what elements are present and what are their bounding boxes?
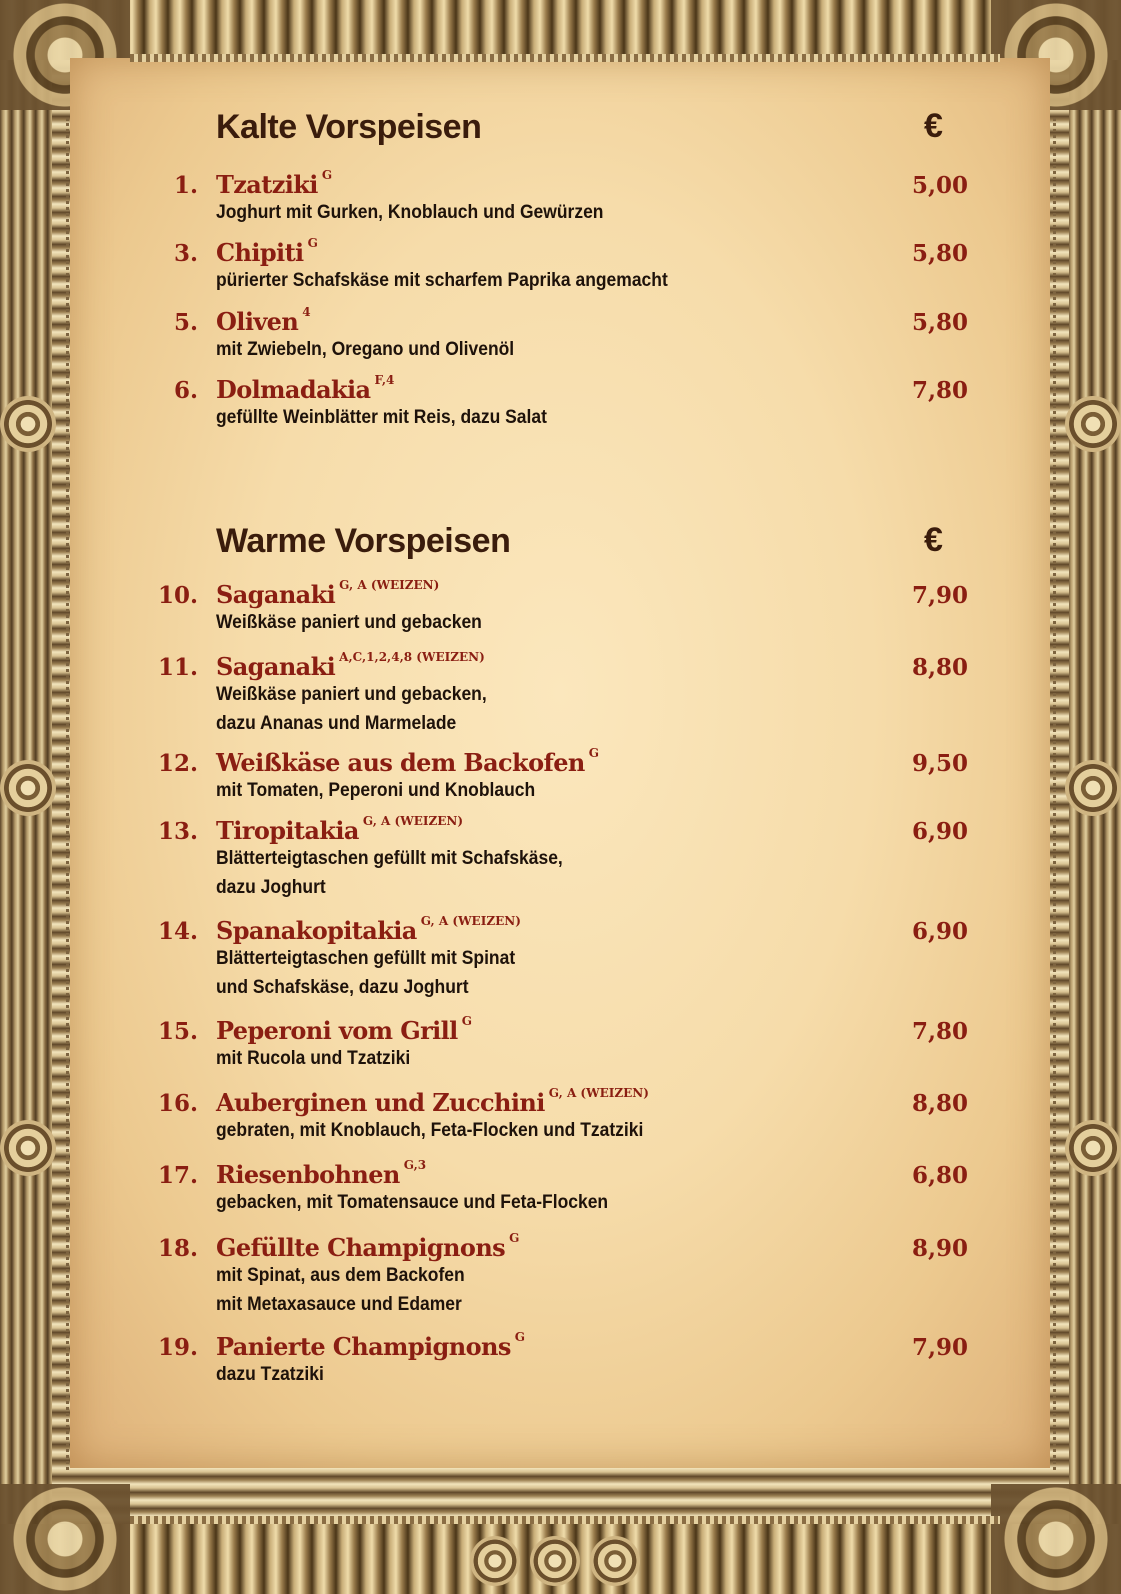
item-price: 5,80 [912, 309, 969, 336]
allergen-codes: G,3 [403, 1158, 427, 1172]
item-description: und Schafskäse, dazu Joghurt [216, 977, 469, 998]
item-name [216, 307, 311, 336]
item-name [216, 1088, 649, 1117]
item-price: 8,80 [912, 654, 969, 681]
item-name-text: Panierte Champignons [216, 1332, 511, 1361]
item-price: 5,00 [912, 172, 969, 199]
item-price: 5,80 [912, 240, 969, 267]
item-number: 10. [157, 582, 198, 609]
item-name-text: Saganaki [216, 580, 336, 609]
item-description: Blätterteigtaschen gefüllt mit Spinat [216, 948, 516, 969]
allergen-codes: G [461, 1014, 472, 1028]
item-number: 19. [157, 1334, 198, 1361]
allergen-codes: G, A (WEIZEN) [362, 814, 464, 828]
item-name [216, 748, 599, 777]
item-description: mit Rucola und Tzatziki [216, 1048, 411, 1069]
item-number: 13. [157, 818, 198, 845]
allergen-codes: G [321, 168, 333, 182]
item-price: 7,80 [912, 377, 969, 404]
item-name-text: Auberginen und Zucchini [216, 1088, 545, 1117]
item-price: 7,90 [912, 1334, 969, 1361]
item-description: gefüllte Weinblätter mit Reis, dazu Salat [216, 407, 547, 428]
item-name-text: Gefüllte Champignons [216, 1233, 506, 1262]
section-title: Kalte Vorspeisen [216, 108, 482, 146]
item-price: 6,90 [912, 818, 969, 845]
allergen-codes: G, A (WEIZEN) [548, 1086, 649, 1100]
currency-header: € [924, 521, 943, 559]
item-name [216, 375, 394, 404]
allergen-codes: 4 [302, 305, 311, 319]
item-description: dazu Joghurt [216, 877, 326, 898]
item-name-text: Peperoni vom Grill [216, 1016, 458, 1045]
item-name-text: Tiropitakia [216, 816, 359, 845]
item-name-text: Chipiti [216, 238, 304, 267]
item-description: dazu Ananas und Marmelade [216, 713, 457, 734]
allergen-codes: G [307, 236, 318, 250]
allergen-codes: G [588, 746, 599, 760]
item-name [216, 916, 521, 945]
item-name [216, 652, 485, 681]
item-name [216, 816, 463, 845]
item-price: 8,80 [912, 1090, 969, 1117]
allergen-codes: G, A (WEIZEN) [339, 578, 440, 592]
item-name [216, 1233, 519, 1262]
item-number: 12. [157, 750, 198, 777]
item-number: 18. [157, 1235, 198, 1262]
section-title: Warme Vorspeisen [216, 522, 511, 560]
allergen-codes: G [514, 1330, 525, 1344]
item-number: 1. [173, 172, 198, 199]
allergen-codes: G, A (WEIZEN) [420, 914, 521, 928]
item-description: mit Metaxasauce und Edamer [216, 1294, 462, 1315]
item-number: 16. [157, 1090, 198, 1117]
item-description: Blätterteigtaschen gefüllt mit Schafskäse, [216, 848, 563, 869]
item-number: 17. [157, 1162, 198, 1189]
item-description: Joghurt mit Gurken, Knoblauch und Gewürzen [216, 202, 604, 223]
item-description: mit Tomaten, Peperoni und Knoblauch [216, 780, 536, 801]
item-number: 5. [173, 309, 198, 336]
item-description: Weißkäse paniert und gebacken [216, 612, 482, 633]
item-number: 6. [173, 377, 198, 404]
item-number: 15. [157, 1018, 198, 1045]
allergen-codes: F,4 [374, 373, 395, 387]
item-name [216, 238, 318, 267]
item-name [216, 1016, 472, 1045]
item-description: Weißkäse paniert und gebacken, [216, 684, 487, 705]
item-price: 9,50 [912, 750, 969, 777]
item-price: 6,90 [912, 918, 969, 945]
allergen-codes: A,C,1,2,4,8 (WEIZEN) [339, 650, 485, 664]
item-price: 7,90 [912, 582, 969, 609]
item-number: 3. [173, 240, 198, 267]
item-name [216, 580, 439, 609]
item-name [216, 170, 332, 199]
item-number: 11. [157, 654, 198, 681]
item-name-text: Oliven [216, 307, 299, 336]
item-description: pürierter Schafskäse mit scharfem Paprika angemacht [216, 270, 668, 291]
item-description: mit Spinat, aus dem Backofen [216, 1265, 465, 1286]
item-name-text: Saganaki [216, 652, 336, 681]
item-name-text: Riesenbohnen [216, 1160, 400, 1189]
item-name-text: Tzatziki [216, 170, 318, 199]
item-number: 14. [157, 918, 198, 945]
currency-header: € [924, 107, 943, 145]
item-description: mit Zwiebeln, Oregano und Olivenöl [216, 339, 515, 360]
item-price: 6,80 [912, 1162, 969, 1189]
item-name [216, 1332, 525, 1361]
item-price: 8,90 [912, 1235, 969, 1262]
item-name-text: Spanakopitakia [216, 916, 417, 945]
item-name-text: Weißkäse aus dem Backofen [216, 748, 585, 777]
allergen-codes: G [509, 1231, 520, 1245]
item-description: gebacken, mit Tomatensauce und Feta-Flocken [216, 1192, 609, 1213]
item-description: gebraten, mit Knoblauch, Feta-Flocken und Tzatziki [216, 1120, 644, 1141]
item-name [216, 1160, 426, 1189]
item-description: dazu Tzatziki [216, 1364, 324, 1385]
item-name-text: Dolmadakia [216, 375, 371, 404]
item-price: 7,80 [912, 1018, 969, 1045]
